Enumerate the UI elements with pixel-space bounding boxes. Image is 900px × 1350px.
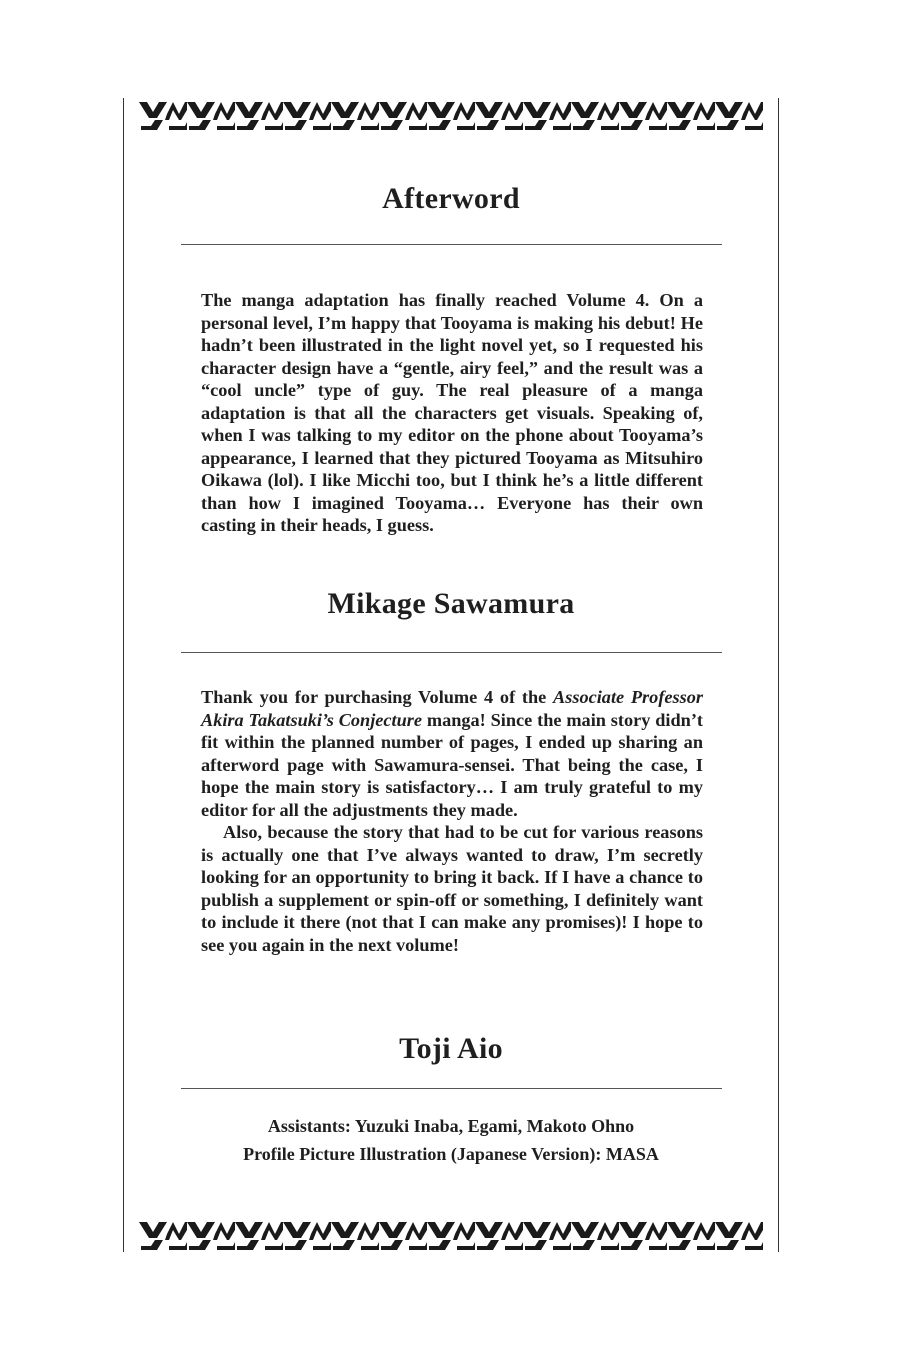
aio-paragraph-1 (201, 686, 703, 821)
aio-divider (181, 1088, 722, 1089)
frame-left-line (123, 98, 124, 1252)
frame-right-line (778, 98, 779, 1252)
decorative-border-bottom (139, 1216, 763, 1252)
title-divider (181, 244, 722, 245)
aio-afterword-text (201, 686, 703, 956)
credits-illustration: Profile Picture Illustration (Japanese Version): MASA (243, 1144, 659, 1164)
aio-p1-prefix: Thank you for purchasing Volume 4 of the (201, 687, 554, 707)
author-name-sawamura: Mikage Sawamura (327, 587, 575, 620)
sawamura-afterword-text (201, 289, 703, 537)
credits-block (180, 1112, 722, 1168)
series-title: Associate Professor Akira Takatsuki’s Conjecture (201, 687, 703, 730)
author-name-aio: Toji Aio (399, 1032, 503, 1065)
sawamura-divider (181, 652, 722, 653)
credits-assistants: Assistants: Yuzuki Inaba, Egami, Makoto Ohno (267, 1116, 635, 1136)
aio-p1-suffix: manga! Since the main story didn’t fit within the planned number of pages, I ended up sharing an afterword page with Sawamura-sensei. That being the case, I hope the main story is satisfactory… I am truly grateful to my editor for all the adjustments they made. (201, 709, 703, 820)
page-title: Afterword (382, 182, 520, 215)
sawamura-paragraph: The manga adaptation has finally reached Volume 4. On a personal level, I’m happy that Tooyama is making his debut! He hadn’t been illustrated in the light novel yet, so I requested his character design have a “gentle, airy feel,” and the result was a “cool uncle” type of guy. The real pleasure of a manga adaptation is that all the characters get visuals. Speaking of, when I was talking to my editor on the phone about Tooyama’s appearance, I learned that they pictured Tooyama as Mitsuhiro Oikawa (lol). I like Micchi too, but I think he’s a little different than how I imagined Tooyama… Everyone has their own casting in their heads, I guess. (201, 290, 703, 535)
decorative-border-top (139, 96, 763, 132)
aio-paragraph-2: Also, because the story that had to be cut for various reasons is actually one that I’ve always wanted to draw, I’m secretly looking for an opportunity to bring it back. If I have a chance to publish a supplement or spin-off or something, I definitely want to include it there (not that I can make any promises)! I hope to see you again in the next volume! (201, 822, 703, 955)
